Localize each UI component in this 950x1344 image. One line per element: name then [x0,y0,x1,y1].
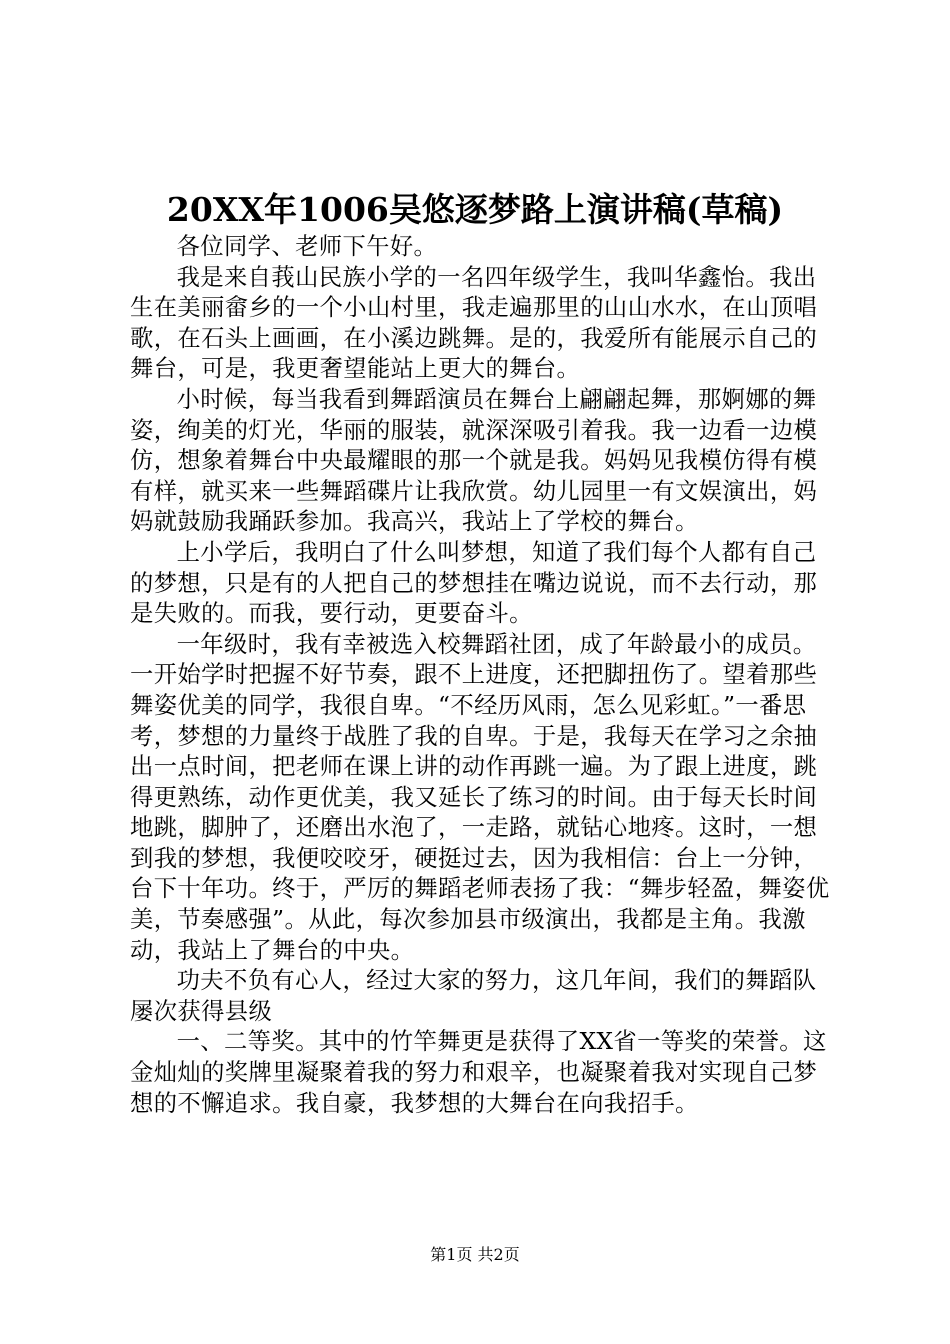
document-title: 20XX年1006吴悠逐梦路上演讲稿(草稿) [166,190,784,229]
paragraph-awards: 一、二等奖。其中的竹竿舞更是获得了XX省一等奖的荣誉。这金灿灿的奖牌里凝聚着我的努力和艰辛，也凝聚着我对实现自己梦想的不懈追求。我自豪，我梦想的大舞台在向我招手。 [130,1028,827,1117]
paragraph-greeting: 各位同学、老师下午好。 [176,233,438,260]
page-number: 第1页 共2页 [430,1245,520,1264]
paragraph-first-grade: 一年级时，我有幸被选入校舞蹈社团，成了年龄最小的成员。一开始学时把握不好节奏，跟不上进度，还把脚扭伤了。望着那些舞姿优美的同学，我很自卑。“不经历风雨，怎么见彩虹。”一番思考，梦想的力量终于战胜了我的自卑。于是，我每天在学习之余抽出一点时间，把老师在课上讲的动作再跳一遍。为了跟上进度，跳得更熟练，动作更优美，我又延长了练习的时间。由于每天长时间地跳，脚肿了，还磨出水泡了，一走路，就钻心地疼。这时，一想到我的梦想，我便咬咬牙，硬挺过去，因为我相信：台上一分钟，台下十年功。终于，严厉的舞蹈老师表扬了我：“舞步轻盈，舞姿优美，节奏感强”。从此，每次参加县市级演出，我都是主角。我激动，我站上了舞台的中央。 [130,630,830,964]
paragraph-effort: 功夫不负有心人，经过大家的努力，这几年间，我们的舞蹈队屡次获得县级 [130,967,817,1025]
document-body [130,232,830,1119]
paragraph-primary-school: 上小学后，我明白了什么叫梦想，知道了我们每个人都有自己的梦想，只是有的人把自己的梦想挂在嘴边说说，而不去行动，那是失败的。而我，要行动，更要奋斗。 [130,538,818,628]
paragraph-childhood: 小时候，每当我看到舞蹈演员在舞台上翩翩起舞，那婀娜的舞姿，绚美的灯光，华丽的服装，就深深吸引着我。我一边看一边模仿，想象着舞台中央最耀眼的那一个就是我。妈妈见我模仿得有模有样，就买来一些舞蹈碟片让我欣赏。幼儿园里一有文娱演出，妈妈就鼓励我踊跃参加。我高兴，我站上了学校的舞台。 [130,385,818,536]
paragraph-introduction: 我是来自莪山民族小学的一名四年级学生，我叫华鑫怡。我出生在美丽畲乡的一个小山村里，我走遍那里的山山水水，在山顶唱歌，在石头上画画，在小溪边跳舞。是的，我爱所有能展示自己的舞台，可是，我更奢望能站上更大的舞台。 [130,263,818,383]
